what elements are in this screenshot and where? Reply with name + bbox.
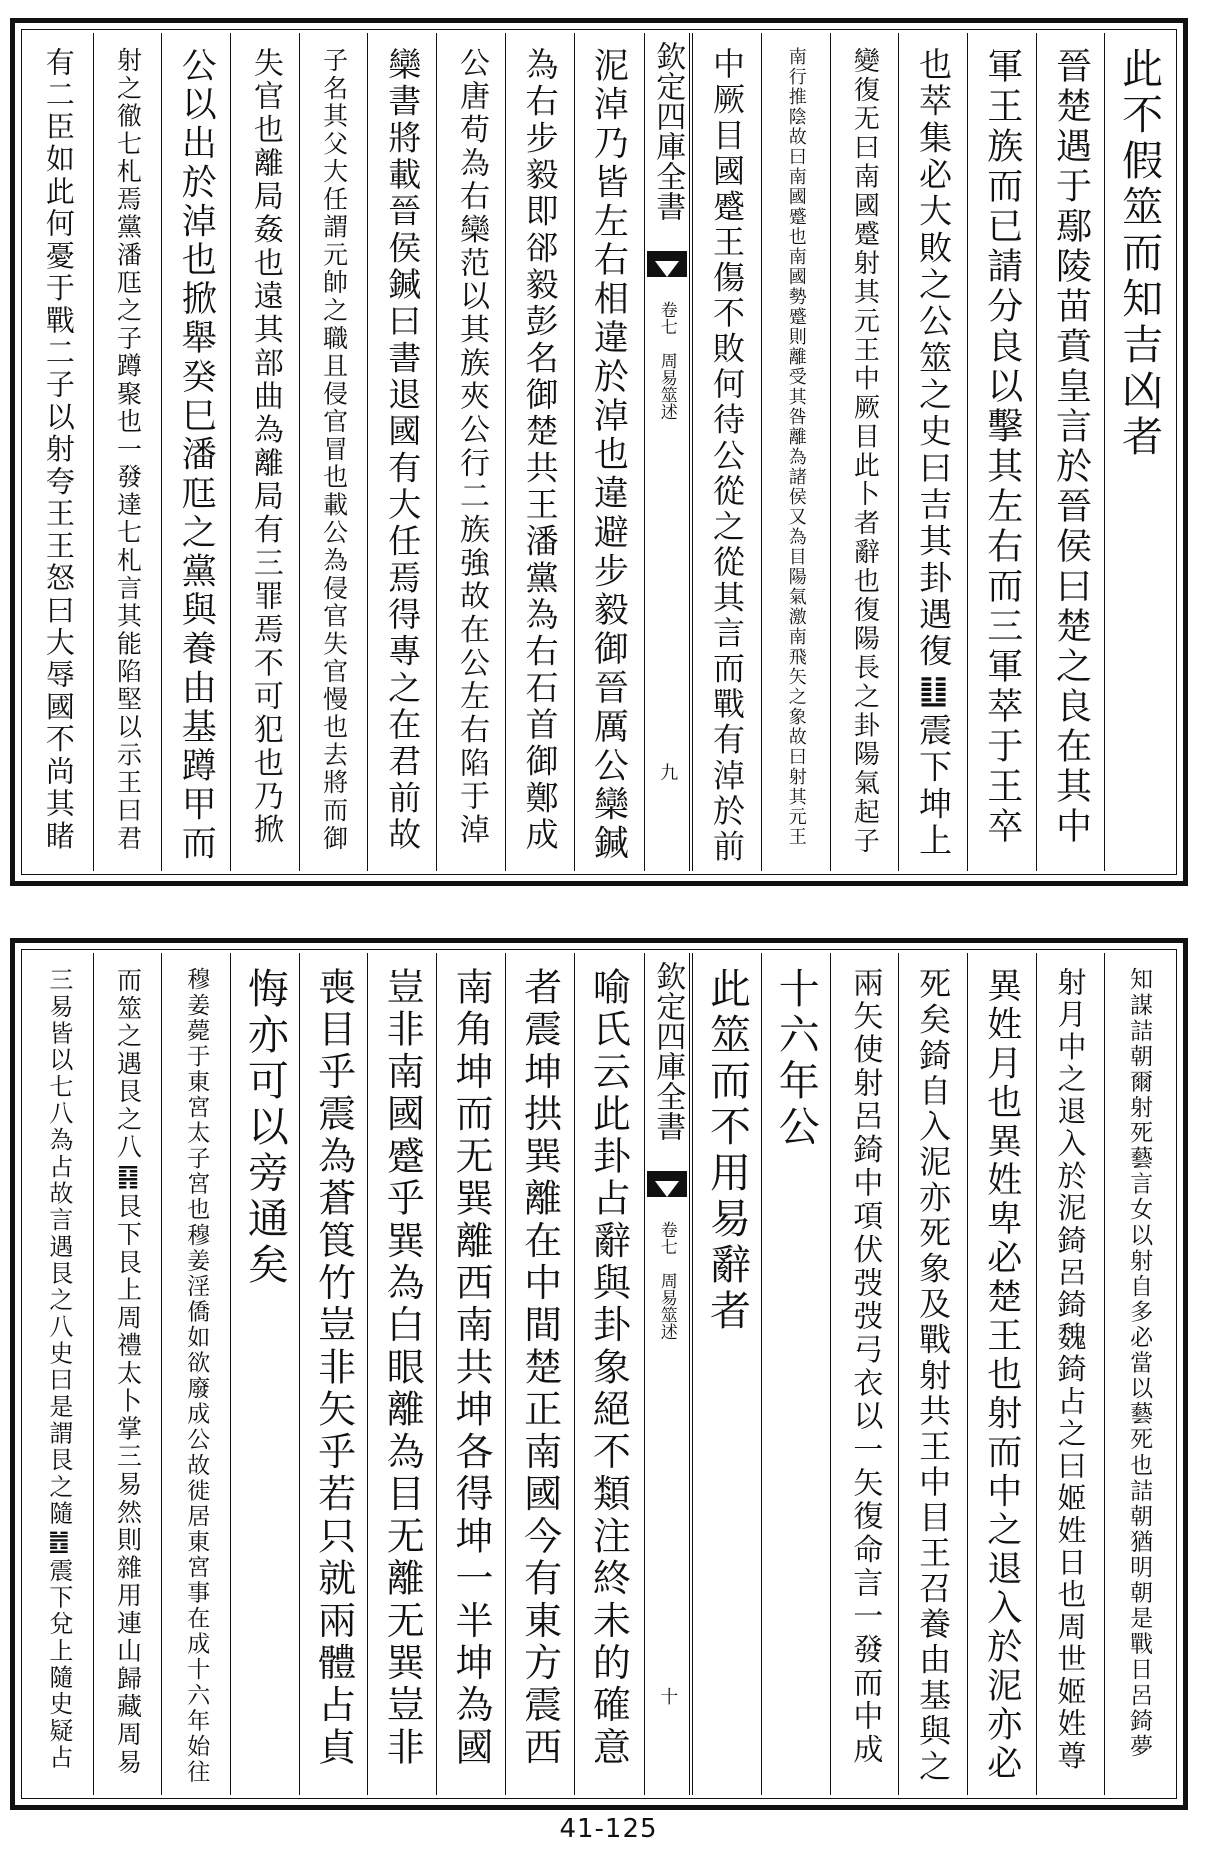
text-column: 悔亦可以旁通矣 (230, 953, 299, 1795)
book-title: 欽定四庫全書 (650, 41, 686, 221)
text-column: 失官也離局姦也遠其部曲為離局有三罪焉不可犯也乃掀 (230, 33, 299, 871)
text-column: 死矣錡自入泥亦死象及戰射共王中目王召養由基與之 (898, 953, 967, 1795)
text-column: 公以出於淖也掀舉癸巳潘尫之黨與養由基蹲甲而 (161, 33, 230, 871)
text-column: 知謀詰朝爾射死藝言女以射自多必當以藝死也詰朝猶明朝是戰日呂錡夢 (1104, 953, 1173, 1795)
text-column: 為右步毅即郤毅彭名御楚共王潘黨為右石首御鄭成 (505, 33, 574, 871)
text-column: 此不假筮而知吉凶者 (1104, 33, 1173, 871)
page-number: 41-125 (559, 1814, 658, 1844)
text-column: 南角坤而无巽離西南共坤各得坤一半坤為國 (436, 953, 505, 1795)
text-column: 子名其父大任謂元帥之職且侵官冒也載公為侵官失官慢也去將而御 (299, 33, 368, 871)
bottom-page (10, 938, 1188, 1810)
text-column: 欒書將載晉侯鍼曰書退國有大任焉得專之在君前故 (367, 33, 436, 871)
text-column: 中厥目國蹙王傷不敗何待公從之從其言而戰有淖於前 (692, 33, 761, 871)
text-column: 也萃集必大敗之公筮之史曰吉其卦遇復䷗震下坤上 (898, 33, 967, 871)
text-column: 射之徹七札焉黨潘尫之子蹲聚也一發達七札言其能陷堅以示王曰君 (93, 33, 162, 871)
top-page-columns (25, 33, 1173, 871)
text-column: 泥淖乃皆左右相違於淖也違避步毅御晉厲公欒鍼 (574, 33, 643, 871)
text-column: 軍王族而已請分良以擊其左右而三軍萃于王卒 (967, 33, 1036, 871)
text-column: 此筮而不用易辭者 (692, 953, 761, 1795)
leaf-number: 九 (657, 763, 679, 781)
fishtail-mark-icon (647, 1171, 687, 1197)
text-column: 者震坤拱巽離在中間楚正南國今有東方震西 (505, 953, 574, 1795)
top-page (10, 18, 1188, 886)
chapter-subtitle: 卷七 周易筮述 (656, 301, 677, 420)
text-column: 射月中之退入於泥錡呂錡魏錡占之曰姬姓日也周世姬姓尊 (1036, 953, 1105, 1795)
text-column: 南行推陰故曰南國蹙也南國勢蹙則離受其咎離為諸侯又為目陽氣激南飛矢之象故曰射其元王 (761, 33, 830, 871)
text-column: 有二臣如此何憂于戰二子以射夸王王怒曰大辱國不尚其睹 (41, 47, 76, 853)
fold-column (644, 953, 690, 1795)
text-column: 豈非南國蹙乎巽為白眼離為目无離无巽豈非 (367, 953, 436, 1795)
text-column: 穆姜薨于東宮太子宮也穆姜淫僑如欲廢成公故徙居東宮事在成十六年始往 (161, 953, 230, 1795)
leaf-number: 十 (657, 1687, 679, 1705)
bottom-page-columns (25, 953, 1173, 1795)
text-column: 晉楚遇于鄢陵苗賁皇言於晉侯曰楚之良在其中 (1036, 33, 1105, 871)
text-column: 變復无曰南國蹙射其元王中厥目此卜者辭也復陽長之卦陽氣起子 (830, 33, 899, 871)
text-column: 喪目乎震為蒼筤竹豈非矢乎若只就兩體占貞 (299, 953, 368, 1795)
text-column: 十六年公 (761, 953, 830, 1795)
text-column: 喻氏云此卦占辭與卦象絕不類注終未的確意 (574, 953, 643, 1795)
text-column: 而筮之遇艮之八䷳艮下艮上周禮太卜掌三易然則雜用連山歸藏周易 (93, 953, 162, 1795)
fishtail-mark-icon (647, 251, 687, 277)
chapter-subtitle: 卷七 周易筮述 (656, 1221, 677, 1340)
text-column: 公唐苟為右欒范以其族夾公行二族強故在公左右陷于淖 (436, 33, 505, 871)
book-title: 欽定四庫全書 (650, 961, 686, 1141)
text-column: 兩矢使射呂錡中項伏弢弢弓衣以一矢復命言一發而中成 (830, 953, 899, 1795)
fold-column (644, 33, 690, 871)
text-column: 三易皆以七八為占故言遇艮之八史曰是謂艮之隨䷐震下兌上隨史疑占 (44, 967, 73, 1771)
text-column: 異姓月也異姓卑必楚王也射而中之退入於泥亦必 (967, 953, 1036, 1795)
